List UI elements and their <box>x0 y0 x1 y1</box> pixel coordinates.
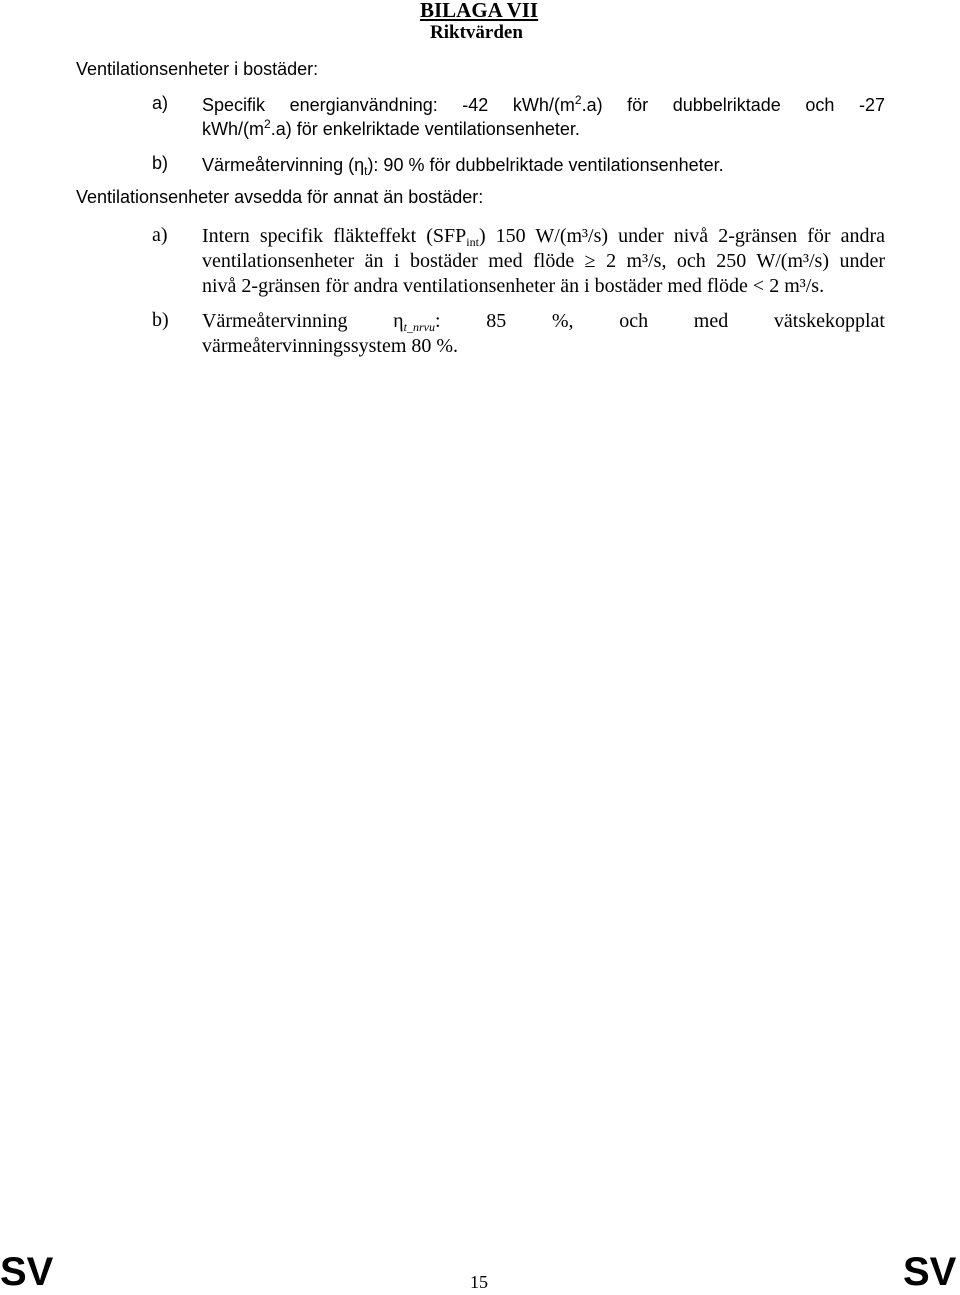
item-text-line: värmeåtervinningssystem 80 %. <box>202 335 459 357</box>
item-text-line: Värmeåtervinning $(\eta_t)$: 90 % för dubbelriktade ventilationsenheter. <box>202 155 724 178</box>
footer-language-mark-left: SV <box>0 1250 54 1294</box>
footer-language-mark-right: SV <box>903 1250 957 1294</box>
item-label: a) <box>152 93 169 113</box>
item-label: b) <box>152 153 169 173</box>
item-text-line: Specifik energianvändning: -42 kWh/$(m^2.a)$ för dubbelriktade och -27 <box>202 93 886 115</box>
residential-item-a <box>152 93 884 147</box>
item-label: a) <box>152 224 168 246</box>
annex-subtitle: Riktvärden <box>430 22 523 43</box>
nonresidential-item-b <box>152 309 884 361</box>
residential-item-b <box>152 153 884 179</box>
item-label: b) <box>152 309 169 331</box>
annex-title: BILAGA VII <box>420 0 539 22</box>
nonresidential-heading: Ventilationsenheter avsedda för annat än bostäder: <box>76 187 484 207</box>
nonresidential-item-a <box>152 224 884 302</box>
item-text-line: kWh/$(m^2.a)$ för enkelriktade ventilationsenheter. <box>202 117 580 139</box>
page-number: 15 <box>470 1272 488 1292</box>
item-text-line: Värmeåtervinning $\eta_{t\_nrvu}$: 85 %, och med vätskekopplat <box>202 310 885 334</box>
item-text-line: nivå 2-gränsen för andra ventilationsenheter än i bostäder med flöde < 2 m³/s. <box>202 275 825 297</box>
item-text-line: Intern specifik fläkteffekt $(SFP_{int})$ 150 W/(m³/s) under nivå 2-gränsen för andra <box>202 225 886 249</box>
item-text-line: ventilationsenheter än i bostäder med flöde ≥ 2 m³/s, och 250 W/(m³/s) under <box>202 250 885 272</box>
residential-heading: Ventilationsenheter i bostäder: <box>76 59 319 79</box>
